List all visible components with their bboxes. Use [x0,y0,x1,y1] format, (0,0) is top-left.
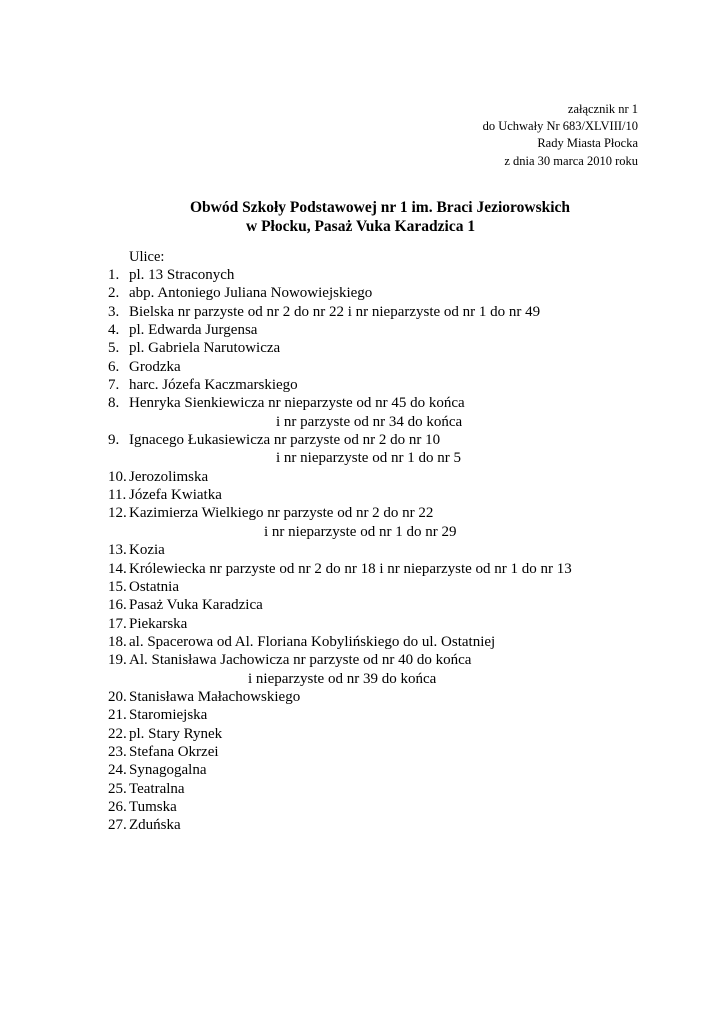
list-item [0,266,724,284]
list-item-number: 11. [108,487,127,504]
list-item-number: 25. [108,780,127,797]
attachment-header [483,101,638,170]
list-item [0,651,724,669]
street-name: Synagogalna [129,762,207,779]
list-item-number: 24. [108,762,127,779]
list-item [0,816,724,834]
street-name: Ignacego Łukasiewicza nr parzyste od nr 2 do nr 10 [129,432,441,449]
header-line-council: Rady Miasta Płocka [537,136,638,151]
list-item [0,376,724,394]
document-title-line-2: w Płocku, Pasaż Vuka Karadzica 1 [246,218,476,235]
list-item-number: 23. [108,743,127,760]
street-name-continuation: i nr parzyste od nr 34 do końca [276,413,463,430]
list-item [0,596,724,614]
list-item [0,284,724,302]
list-item [0,431,724,449]
list-item-number: 4. [108,322,120,339]
street-name: Piekarska [129,615,188,632]
list-item-number: 20. [108,688,127,705]
list-item [0,725,724,743]
list-item [0,413,724,431]
street-name: Kozia [129,542,165,559]
street-name: pl. Edwarda Jurgensa [129,322,258,339]
street-name: Zduńska [129,817,181,834]
street-name: Kazimierza Wielkiego nr parzyste od nr 2 do nr 22 [129,505,434,522]
list-item-number: 9. [108,432,120,449]
list-item [0,670,724,688]
list-item-number: 19. [108,652,127,669]
list-item-number: 22. [108,725,127,742]
list-heading: Ulice: [129,249,165,265]
list-item-number: 10. [108,468,127,485]
list-item [0,743,724,761]
street-list [0,266,724,835]
list-item [0,523,724,541]
street-name: al. Spacerowa od Al. Floriana Kobylińskiego do ul. Ostatniej [129,633,496,650]
list-item-number: 17. [108,615,127,632]
list-item-number: 15. [108,578,127,595]
list-item-number: 21. [108,707,127,724]
street-name: Grodzka [129,358,181,375]
list-item [0,706,724,724]
list-item [0,303,724,321]
street-name: Stanisława Małachowskiego [129,688,301,705]
street-name: Ostatnia [129,578,179,595]
list-item [0,449,724,467]
street-name: Al. Stanisława Jachowicza nr parzyste od nr 40 do końca [129,652,472,669]
list-item [0,504,724,522]
list-item [0,541,724,559]
street-name: Henryka Sienkiewicza nr nieparzyste od nr 45 do końca [129,395,465,412]
list-item [0,615,724,633]
street-name: pl. Stary Rynek [129,725,223,742]
list-item-number: 8. [108,395,120,412]
street-name: Tumska [129,798,177,815]
header-line-date: z dnia 30 marca 2010 roku [504,153,638,168]
list-item [0,339,724,357]
header-line-attachment: załącznik nr 1 [567,102,638,116]
list-item [0,468,724,486]
list-item-number: 16. [108,597,127,614]
list-item [0,560,724,578]
list-item-number: 5. [108,340,120,357]
list-item [0,486,724,504]
street-name-continuation: i nr nieparzyste od nr 1 do nr 29 [264,523,457,540]
street-name: Teatralna [129,780,185,797]
list-item-number: 12. [108,505,127,522]
street-name: pl. 13 Straconych [129,267,235,283]
street-name: Staromiejska [129,707,208,724]
list-item-number: 7. [108,377,120,394]
list-item [0,578,724,596]
street-name: Bielska nr parzyste od nr 2 do nr 22 i nr nieparzyste od nr 1 do nr 49 [129,303,541,320]
list-item-number: 3. [108,303,120,320]
list-item-number: 6. [108,358,120,375]
list-item [0,321,724,339]
list-item [0,688,724,706]
list-item-number: 27. [108,817,127,834]
list-item-number: 18. [108,633,127,650]
street-name: Stefana Okrzei [129,743,219,760]
header-line-resolution: do Uchwały Nr 683/XLVIII/10 [482,119,638,134]
list-item [0,780,724,798]
street-name-continuation: i nr nieparzyste od nr 1 do nr 5 [276,450,461,467]
list-item-number: 14. [108,560,127,577]
list-item-number: 26. [108,798,127,815]
street-name: Józefa Kwiatka [129,487,222,504]
street-name: Królewiecka nr parzyste od nr 2 do nr 18 i nr nieparzyste od nr 1 do nr 13 [129,560,572,577]
list-item [0,761,724,779]
list-item [0,394,724,412]
list-item-number: 13. [108,542,127,559]
street-name: harc. Józefa Kaczmarskiego [129,377,298,394]
document-title-line-1: Obwód Szkoły Podstawowej nr 1 im. Braci Jeziorowskich [190,199,571,216]
list-item [0,798,724,816]
list-item [0,358,724,376]
list-item-number: 2. [108,285,120,302]
street-name: abp. Antoniego Juliana Nowowiejskiego [129,285,373,302]
list-item [0,633,724,651]
street-name: Jerozolimska [129,468,209,485]
street-name-continuation: i nieparzyste od nr 39 do końca [248,670,437,687]
list-item-number: 1. [108,267,120,283]
street-name: pl. Gabriela Narutowicza [129,340,281,357]
street-name: Pasaż Vuka Karadzica [129,597,263,614]
